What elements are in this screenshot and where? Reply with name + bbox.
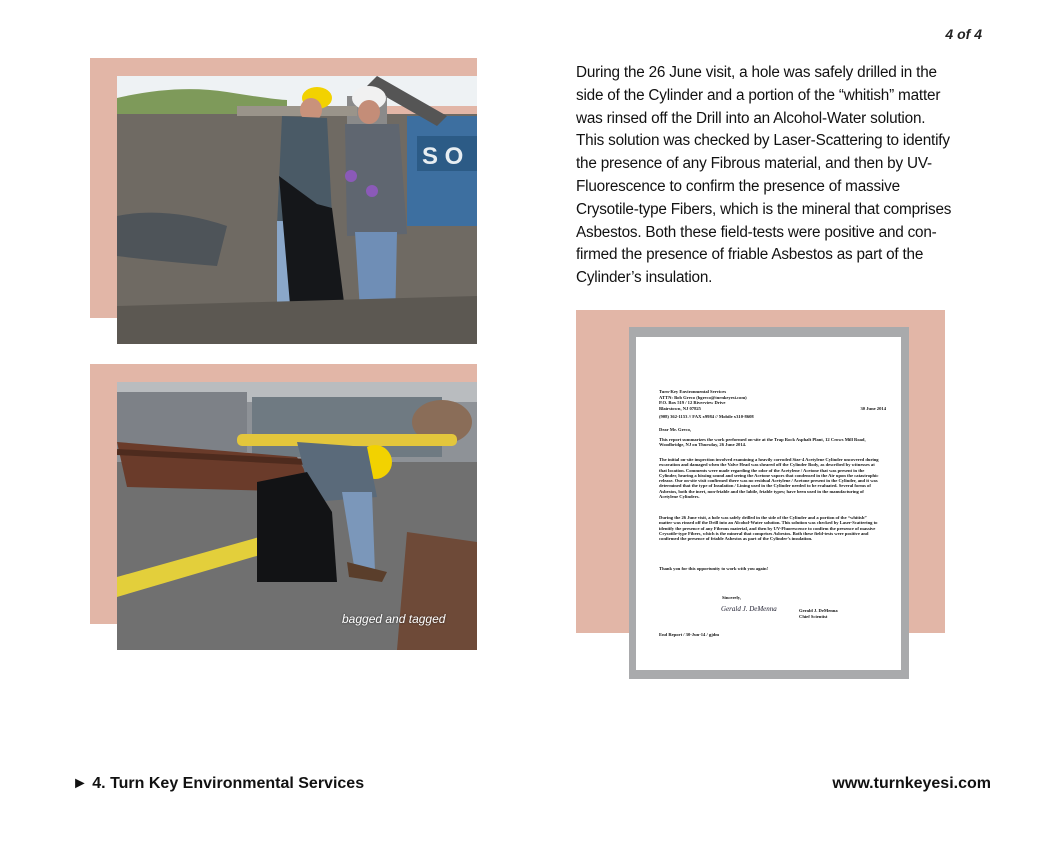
letter-para-3: During the 26 June visit, a hole was safely drilled in the side of the Cylinder and a portion of the “whitish” matter was rinsed off the Drill into an Alcohol-Water solution. This solution was checked by Laser-Scattering to identify the presence of any Fibrous material, and then by UV-Fluorescence to confirm the presence of massive Crysotile-type Fibers, which is the mineral that comprises Asbestos. Both these field-tests were positive and confirmed the presence of friable Asbestos as part of the Cylinder’s insulation. [659,515,878,542]
letter-phone: (908) 362-1153 // FAX x9984 // Mobile x310-8608 [659,414,754,419]
letter-header-4: Blairstown, NJ 07825 [659,405,701,411]
page-number: 4 of 4 [945,26,982,42]
letter-signer-name: Gerald J. DeMenna [799,608,838,613]
letter-header-2: ATTN: Bob Greco (bgreco@turnkeyesi.com) [659,394,747,400]
letter-signature: Gerald J. DeMenna [721,605,777,613]
letter-header-1: Turn-Key Environmental Services [659,389,727,394]
footer-website-link[interactable]: www.turnkeyesi.com [832,775,991,792]
letter-date: 30 June 2014 [860,405,886,411]
svg-text:S O: S O [422,143,464,170]
letter-footer: End Report / 30-Jun-14 / gjdm [659,632,720,637]
photo-worker-bagged [117,382,477,650]
footer-section-title: ► 4. Turn Key Environmental Services [72,775,365,792]
body-paragraph: During the 26 June visit, a hole was safely drilled in the side of the Cylinder and a portion of the “whitish” matter was rinsed off the Drill into an Alcohol-Water solution. This solution was checked by Laser-Scattering to identify the presence of any Fibrous material, and then by UV-Fluorescence to confirm the presence of massive Crysotile-type Fibers, which is the mineral that comprises Asbestos. Both these field-tests were positive and con-firmed the presence of friable Asbestos as part of the Cylinder’s insulation. [576,64,952,287]
letter-salutation: Dear Mr. Greco, [659,427,692,432]
letter-para-1: This report summarizes the work performed on-site at the Trap Rock Asphalt Plant, 12 Crows Mill Road, Woodbridge, NJ on Thursday, 26 June 2014. [659,437,866,448]
letter-para-2: The initial on-site inspection involved examining a heavily corroded Size-4 Acetylene Cylinder uncovered during excavation and damaged when the Valve Head was sheared off the Cylinder Body, as described by witnesses at that location. Comments were made regarding the odor of the Acetylene / Acetone that was present in the Cylinder, hearing a hissing sound and seeing the Acetone vapors that condensed in the Air upon the catastrophic release. Our on-site visit confirmed there was no residual Acetylene / Acetone present in the Cylinder, and it was determined that the type of Insulation / Lining used in the Cylinder needed to be evaluated. Several forms of Asbestos, both the inert, non-friable and the labile, friable types; have been used in the manufacturing of Acetylene Cylinders. [659,457,879,500]
letter-thanks: Thank you for this opportunity to work with you again! [659,566,769,571]
photo-workers-bagging [117,76,477,344]
letter-closing: Sincerely, [722,595,741,600]
report-letter [636,337,901,670]
letter-signer-title: Chief Scientist [799,614,828,619]
letter-header-3: P.O. Box 519 / 12 Riverview Drive [659,400,726,405]
photo-caption: bagged and tagged [342,612,446,626]
